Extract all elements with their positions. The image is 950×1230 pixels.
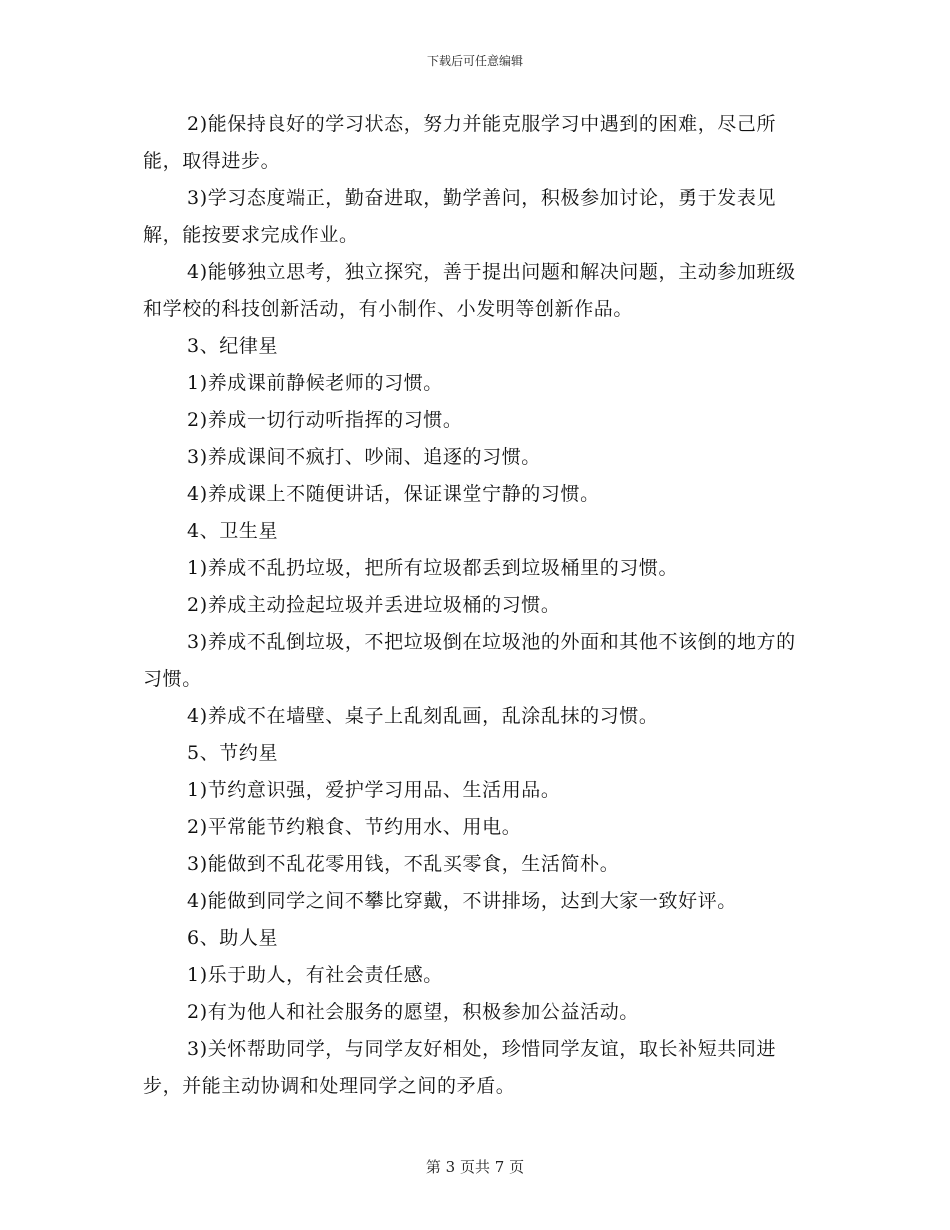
list-item: 2)平常能节约粮食、节约用水、用电。 xyxy=(187,816,522,838)
list-item: 3)能做到不乱花零用钱，不乱买零食，生活简朴。 xyxy=(187,853,620,875)
section-heading: 4、卫生星 xyxy=(187,520,279,542)
list-item: 3)关怀帮助同学，与同学友好相处，珍惜同学友谊，取长补短共同进步，并能主动协调和处理同学之间的矛盾。 xyxy=(143,1038,777,1097)
list-item: 1)乐于助人，有社会责任感。 xyxy=(187,964,443,986)
page-header: 下载后可任意编辑 xyxy=(426,54,523,68)
list-item: 3)学习态度端正，勤奋进取，勤学善问，积极参加讨论，勇于发表见解，能按要求完成作业。 xyxy=(143,187,777,246)
list-item: 4)养成不在墙壁、桌子上乱刻乱画，乱涂乱抹的习惯。 xyxy=(187,705,659,727)
list-item: 2)养成一切行动听指挥的习惯。 xyxy=(187,409,463,431)
list-item: 3)养成课间不疯打、吵闹、追逐的习惯。 xyxy=(187,446,541,468)
section-heading: 6、助人星 xyxy=(187,927,279,949)
list-item: 2)有为他人和社会服务的愿望，积极参加公益活动。 xyxy=(187,1001,639,1023)
section-heading: 3、纪律星 xyxy=(187,335,279,357)
list-item: 4)能够独立思考，独立探究，善于提出问题和解决问题，主动参加班级和学校的科技创新活动，有小制作、小发明等创新作品。 xyxy=(143,261,796,320)
list-item: 1)养成不乱扔垃圾，把所有垃圾都丢到垃圾桶里的习惯。 xyxy=(187,557,679,579)
list-item: 2)能保持良好的学习状态，努力并能克服学习中遇到的困难，尽己所能，取得进步。 xyxy=(143,113,777,172)
section-heading: 5、节约星 xyxy=(187,742,279,764)
list-item: 4)养成课上不随便讲话，保证课堂宁静的习惯。 xyxy=(187,483,600,505)
page-footer: 第 3 页共 7 页 xyxy=(425,1158,525,1176)
list-item: 1)养成课前静候老师的习惯。 xyxy=(187,372,443,394)
list-item: 3)养成不乱倒垃圾，不把垃圾倒在垃圾池的外面和其他不该倒的地方的习惯。 xyxy=(143,631,796,690)
list-item: 4)能做到同学之间不攀比穿戴，不讲排场，达到大家一致好评。 xyxy=(187,890,737,912)
list-item: 1)节约意识强，爱护学习用品、生活用品。 xyxy=(187,779,561,801)
list-item: 2)养成主动捡起垃圾并丢进垃圾桶的习惯。 xyxy=(187,594,561,616)
document-body xyxy=(143,106,803,1105)
